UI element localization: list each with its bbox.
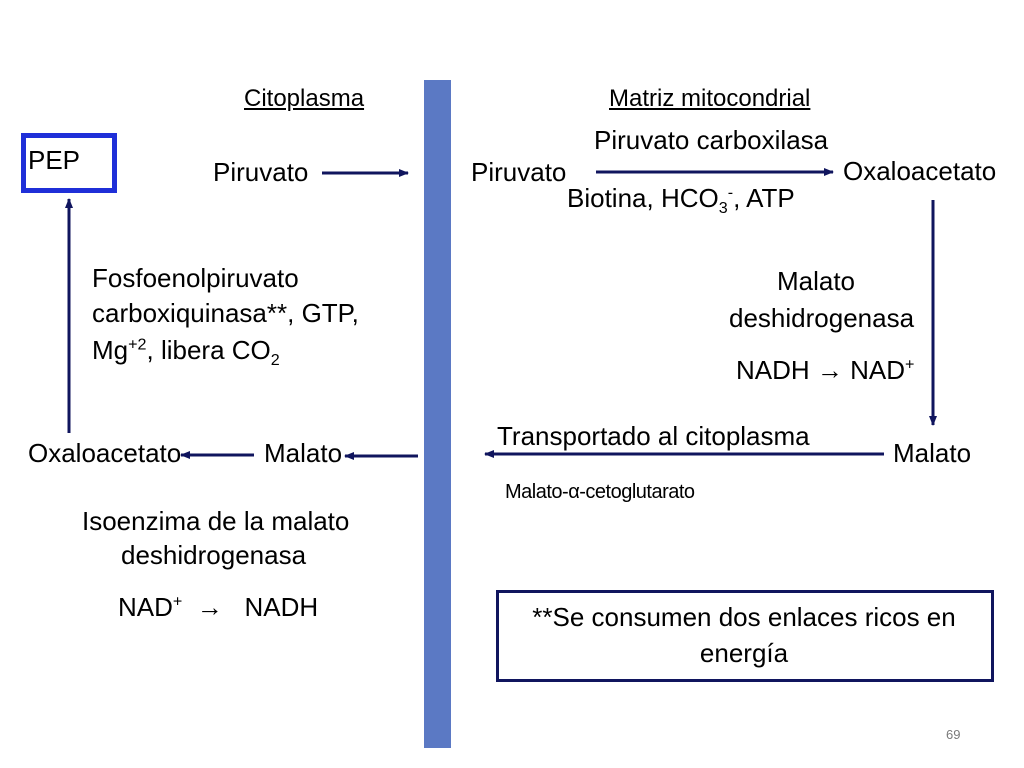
cytoplasm-malate: Malato [264,438,343,468]
mdh-line2: deshidrogenasa [729,303,915,333]
pepck-line2: carboxiquinasa**, GTP, [92,298,359,328]
isoenzyme-line1: Isoenzima de la malato [82,506,350,536]
transporter-label: Malato-α-cetoglutarato [505,481,695,503]
matrix-oxaloacetate: Oxaloacetato [843,156,997,186]
pep-label: PEP [28,145,81,175]
page-number: 69 [946,727,961,742]
note-line1: **Se consumen dos enlaces ricos en [532,602,956,632]
matrix-pyruvate: Piruvato [471,157,567,187]
mdh-line1: Malato [776,266,856,296]
carboxylase-cofactors: Biotina, $HCO_3^-$, ATP [567,183,795,218]
cytoplasm-header: Citoplasma [244,85,365,112]
mdh-cofactor: NADH → NAD+ [736,355,915,385]
pyruvate-carboxylase-label: Piruvato carboxilasa [594,125,829,155]
note-line2: energía [699,638,789,668]
matrix-header: Matriz mitocondrial [609,85,811,112]
cytoplasm-oxaloacetate: Oxaloacetato [28,438,182,468]
transport-label: Transportado al citoplasma [497,421,810,451]
isoenzyme-cofactor: NAD+ → NADH [118,592,319,622]
matrix-malate: Malato [893,438,972,468]
pepck-line3: $Mg^{+2}$, libera $CO_2$ [92,335,280,370]
pepck-line1: Fosfoenolpiruvato [92,263,299,293]
cytoplasm-pyruvate: Piruvato [213,157,309,187]
isoenzyme-line2: deshidrogenasa [121,540,307,570]
